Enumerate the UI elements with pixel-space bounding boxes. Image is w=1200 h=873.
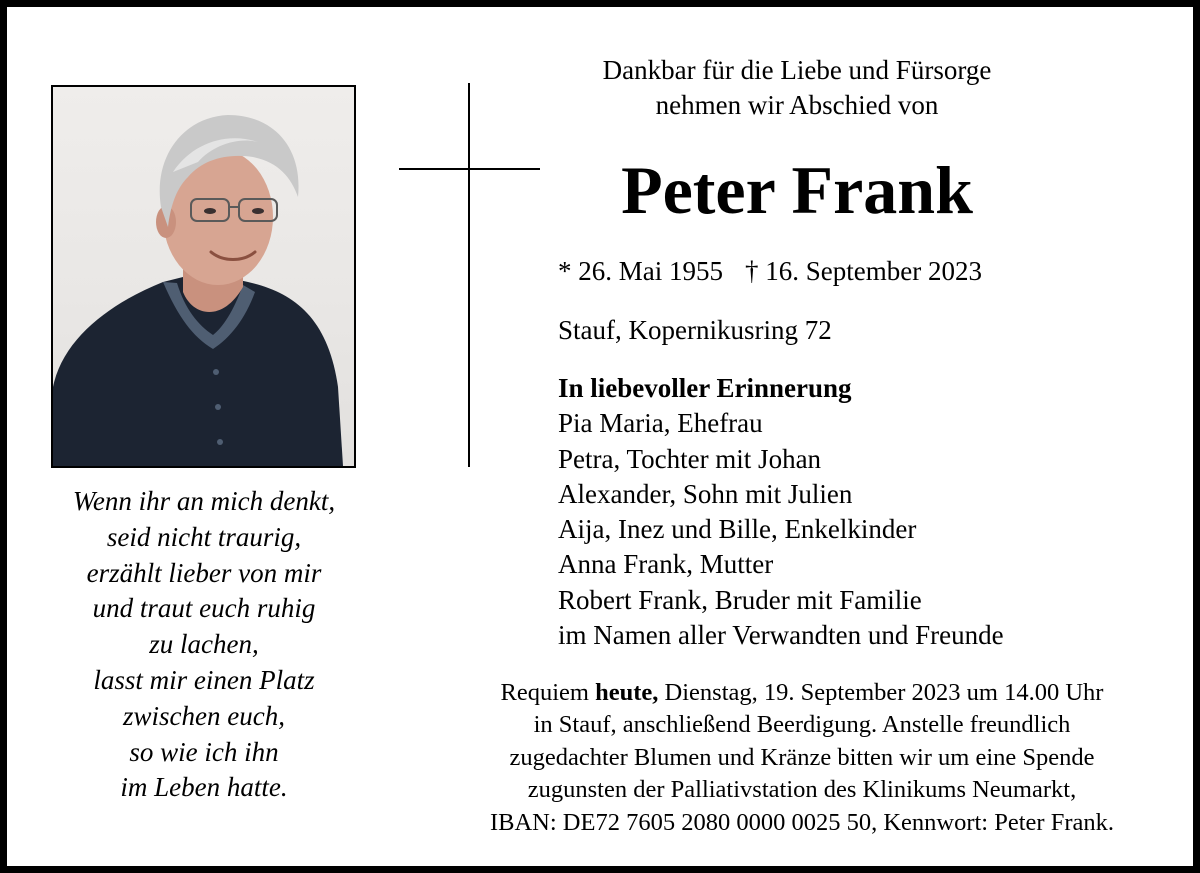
intro-line: Dankbar für die Liebe und Fürsorge (602, 55, 992, 85)
mourner-item: Alexander, Sohn mit Julien (558, 478, 853, 509)
poem-line: im Leben hatte. (120, 772, 288, 803)
mourner-item: Anna Frank, Mutter (558, 549, 774, 580)
poem-line: so wie ich ihn (129, 736, 279, 767)
birth-date: * 26. Mai 1955 (558, 256, 723, 286)
poem-line: zwischen euch, (123, 700, 285, 731)
address: Stauf, Kopernikusring 72 (558, 315, 832, 345)
poem-line: erzählt lieber von mir (86, 557, 322, 588)
life-dates (558, 253, 982, 289)
notice-line (412, 677, 1192, 709)
notice-text: Requiem (500, 679, 596, 706)
mourner-item: Robert Frank, Bruder mit Familie (558, 584, 922, 615)
notice-text: Dienstag, 19. September 2023 um 14.00 Uhr (658, 679, 1104, 706)
cross-icon (468, 83, 470, 467)
notice-line: zugedachter Blumen und Kränze bitten wir um eine Spende (509, 743, 1095, 771)
intro-text (522, 53, 1072, 123)
mourner-item: Aija, Inez und Bille, Enkelkinder (558, 514, 917, 545)
intro-line: nehmen wir Abschied von (655, 90, 939, 120)
poem-line: seid nicht traurig, (106, 521, 302, 552)
mourners-heading: In liebevoller Erinnerung (558, 373, 852, 403)
poem-line: Wenn ihr an mich denkt, (72, 486, 336, 516)
mourner-item: Pia Maria, Ehefrau (558, 408, 763, 439)
mourners-list (558, 371, 1004, 653)
notice-emphasis: heute, (595, 679, 659, 706)
memorial-poem (37, 484, 371, 806)
notice-line: zugunsten der Palliativstation des Klinikums Neumarkt, (527, 776, 1077, 804)
service-notice (412, 677, 1192, 839)
poem-line: zu lachen, (149, 629, 259, 660)
poem-line: und traut euch ruhig (92, 593, 316, 624)
portrait-illustration (53, 87, 354, 466)
notice-line: IBAN: DE72 7605 2080 0000 0025 50, Kennwort: Peter Frank. (489, 808, 1114, 836)
mourner-item: im Namen aller Verwandten und Freunde (558, 620, 1004, 651)
death-date: † 16. September 2023 (745, 256, 982, 286)
cross-icon-bar (399, 168, 540, 170)
mourner-item: Petra, Tochter mit Johan (558, 443, 822, 474)
notice-line: in Stauf, anschließend Beerdigung. Anstelle freundlich (533, 711, 1071, 739)
deceased-name: Peter Frank (621, 152, 973, 228)
poem-line: lasst mir einen Platz (93, 664, 315, 695)
portrait-photo (51, 85, 356, 468)
